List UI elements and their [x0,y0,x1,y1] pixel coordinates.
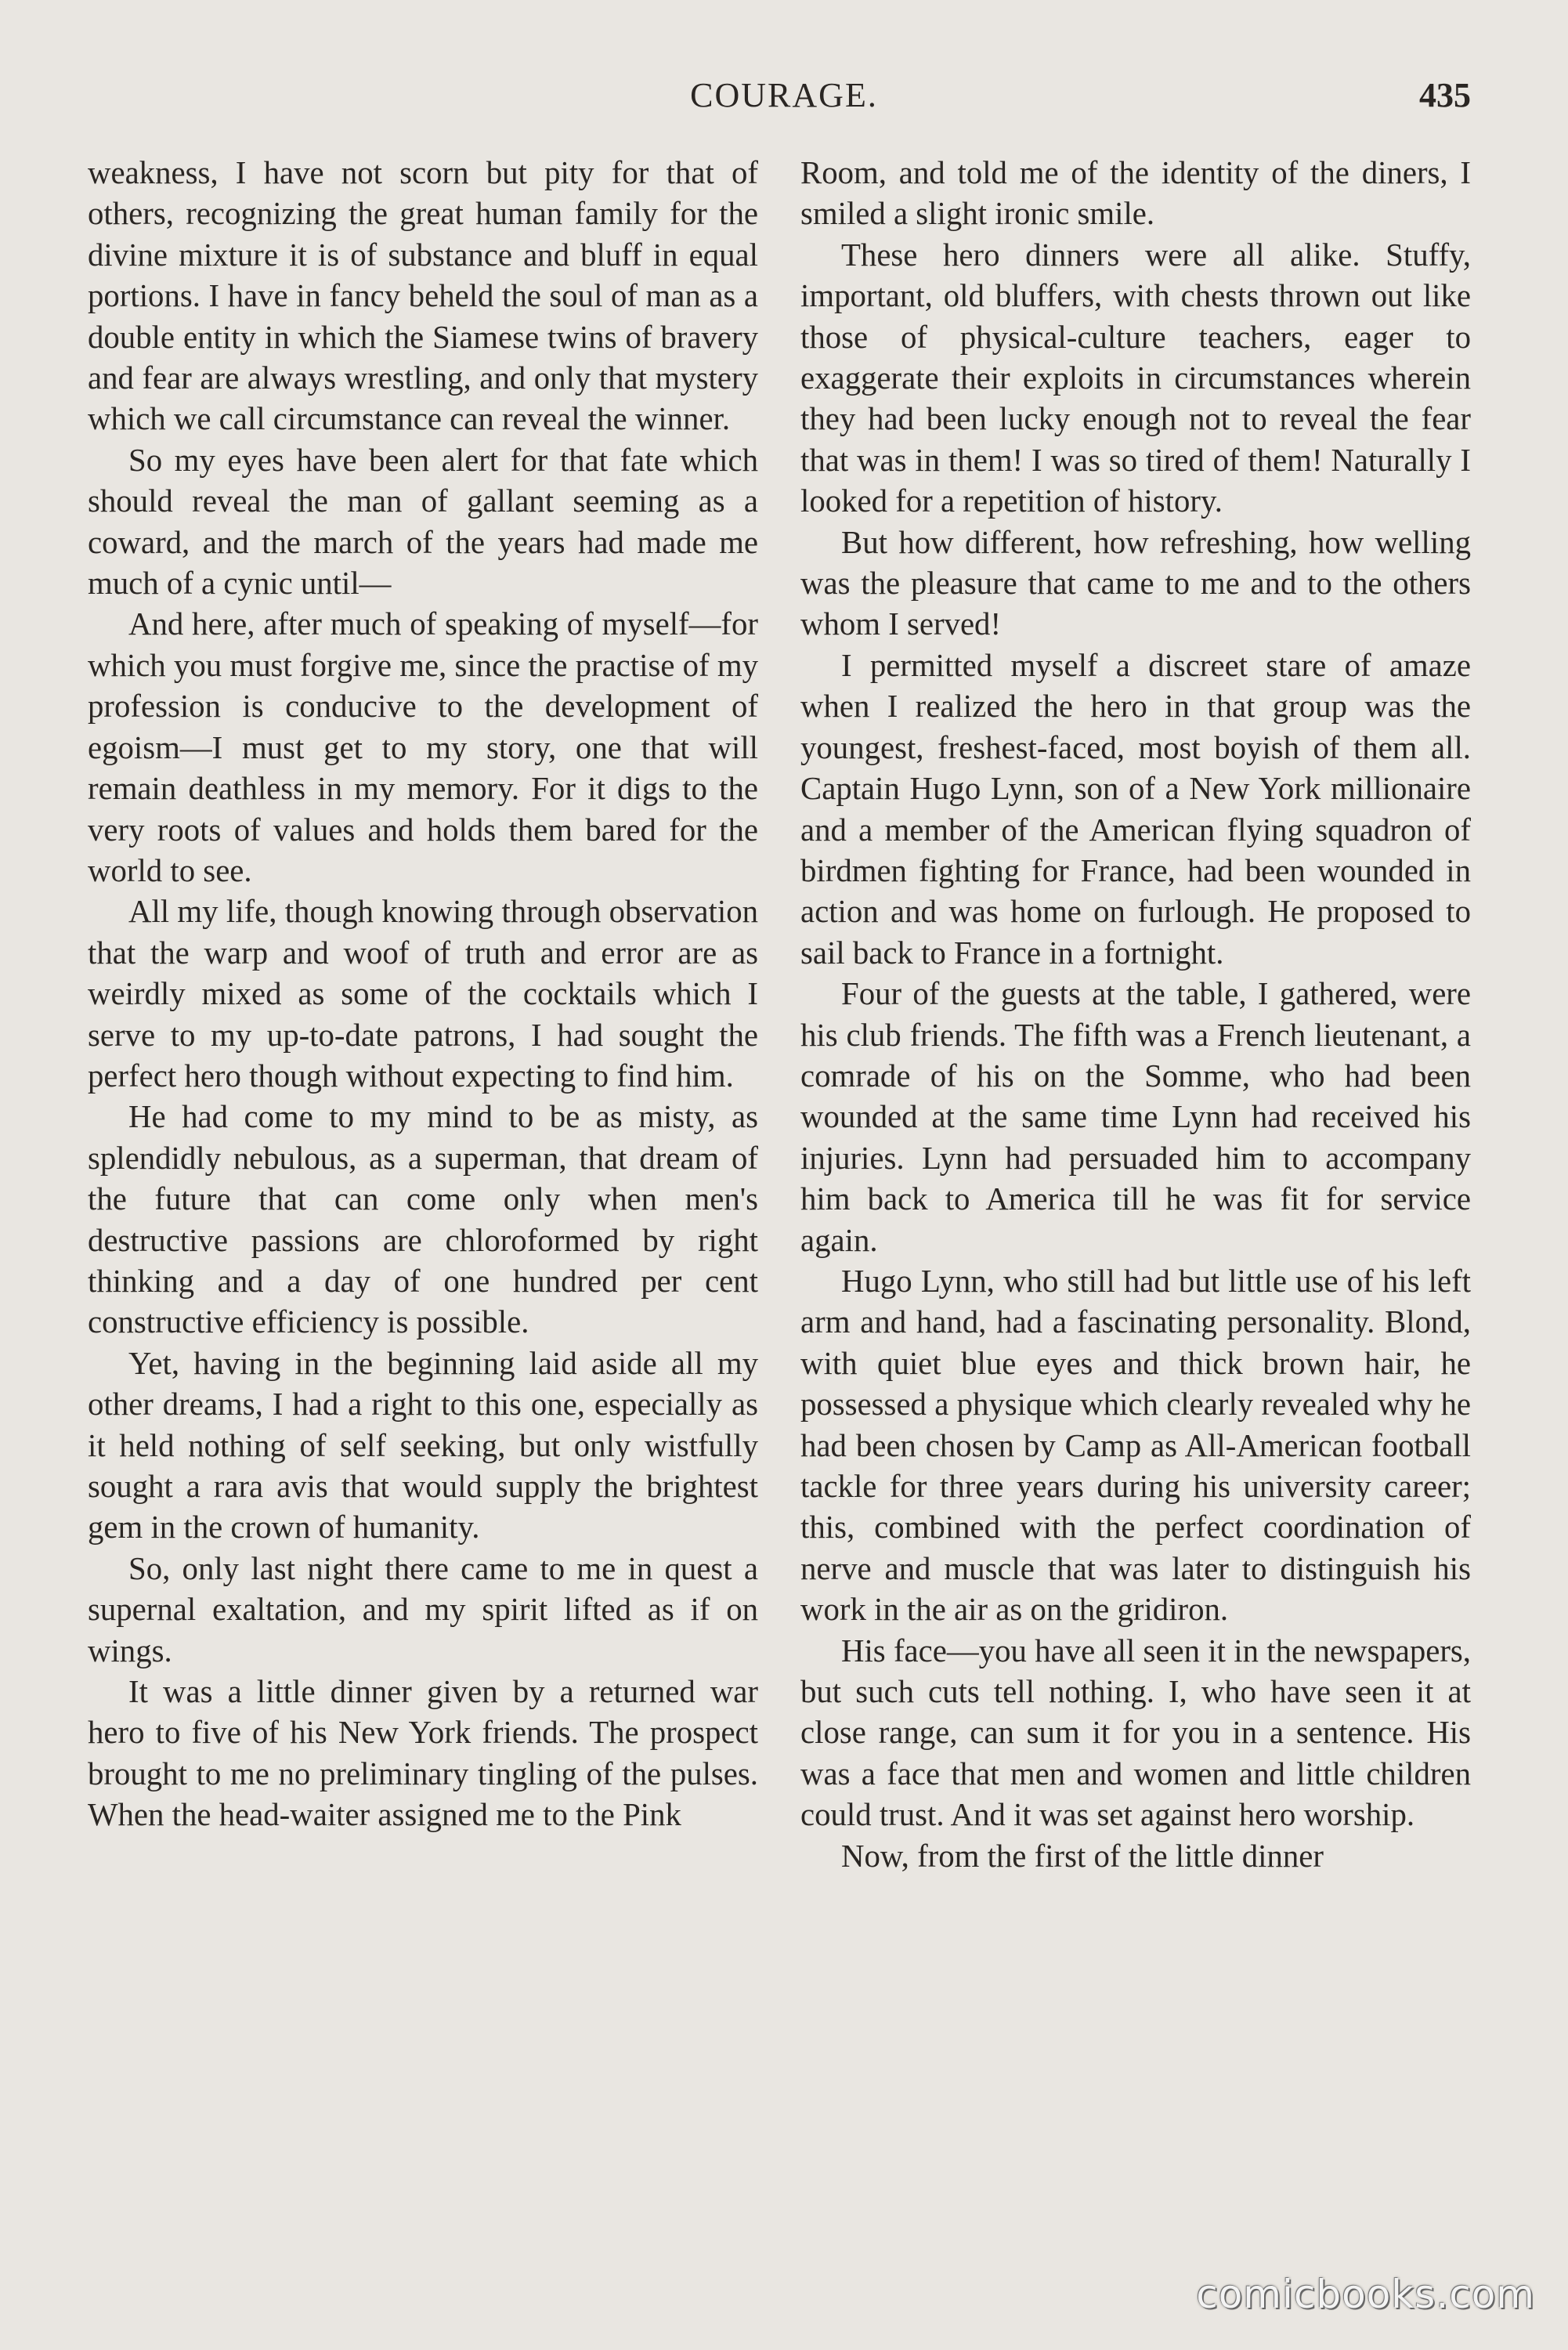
paragraph: weakness, I have not scorn but pity for that of others, recognizing the great human family for the divine mixture it is of substance and bluff in equal portions. I have in fancy beheld the soul of man as a double entity in which the Siamese twins of bravery and fear are always wrestling, and only that mystery which we call circumstance can reveal the winner. [88,155,758,437]
paragraph: But how different, how refreshing, how welling was the pleasure that came to me and to the others whom I served! [800,524,1471,642]
right-column [800,153,1471,1877]
paragraph: So my eyes have been alert for that fate which should reveal the man of gallant seeming as a coward, and the march of the years had made me much of a cynic until— [88,442,758,602]
paragraph: Room, and told me of the identity of the diners, I smiled a slight ironic smile. [800,155,1471,232]
paragraph: Four of the guests at the table, I gathered, were his club friends. The fifth was a French lieutenant, a comrade of his on the Somme, who had been wounded at the same time Lynn had received his injuries. Lynn had persuaded him to accompany him back to America till he was fit for service again. [800,976,1471,1258]
paragraph: Yet, having in the beginning laid aside all my other dreams, I had a right to this one, especially as it held nothing of self seeking, but only wistfully sought a rara avis that would supply the brightest gem in the crown of humanity. [88,1345,758,1546]
page-number: 435 [1419,76,1471,114]
running-title: COURAGE. [690,76,878,114]
page-header [0,75,1568,122]
paragraph: And here, after much of speaking of myself—for which you must forgive me, since the practise of my profession is conducive to the development of egoism—I must get to my story, one that will remain deathless in my memory. For it digs to the very roots of values and holds them bared for the world to see. [88,606,758,888]
paragraph: Hugo Lynn, who still had but little use of his left arm and hand, had a fascinating personality. Blond, with quiet blue eyes and thick brown hair, he possessed a physique which clearly revealed why he had been chosen by Camp as All-American football tackle for three years during his university career; this, combined with the perfect coordination of nerve and muscle that was later to distinguish his work in the air as on the gridiron. [800,1263,1471,1628]
paragraph: All my life, though knowing through observation that the warp and woof of truth and error are as weirdly mixed as some of the cocktails which I serve to my up-to-date patrons, I had sought the perfect hero though without expecting to find him. [88,894,758,1094]
paragraph: He had come to my mind to be as misty, as splendidly nebulous, as a superman, that dream of the future that can come only when men's destructive passions are chloroformed by right thinking and a day of one hundred per cent constructive efficiency is possible. [88,1099,758,1340]
left-column [88,153,758,1836]
paragraph: Now, from the first of the little dinner [841,1838,1324,1874]
paragraph: It was a little dinner given by a returned war hero to five of his New York friends. The prospect brought to me no preliminary tingling of the pulses. When the head-waiter assigned me to the Pink [88,1674,758,1833]
paragraph: His face—you have all seen it in the newspapers, but such cuts tell nothing. I, who have seen it at close range, can sum it for you in a sentence. His was a face that men and women and little children could trust. And it was set against hero worship. [800,1632,1471,1833]
paragraph: These hero dinners were all alike. Stuffy, important, old bluffers, with chests thrown out like those of physical-culture teachers, eager to exaggerate their exploits in circumstances wherein they had been lucky enough not to reveal the fear that was in them! I was so tired of them! Naturally I looked for a repetition of history. [800,237,1471,519]
paragraph: So, only last night there came to me in quest a supernal exaltation, and my spirit lifted as if on wings. [88,1550,758,1668]
paragraph: I permitted myself a discreet stare of amaze when I realized the hero in that group was the youngest, freshest-faced, most boyish of them all. Captain Hugo Lynn, son of a New York millionaire and a member of the American flying squadron of birdmen fighting for France, had been wounded in action and was home on furlough. He proposed to sail back to France in a fortnight. [800,647,1471,971]
site-watermark: comicbooks.com [1196,2272,1535,2317]
